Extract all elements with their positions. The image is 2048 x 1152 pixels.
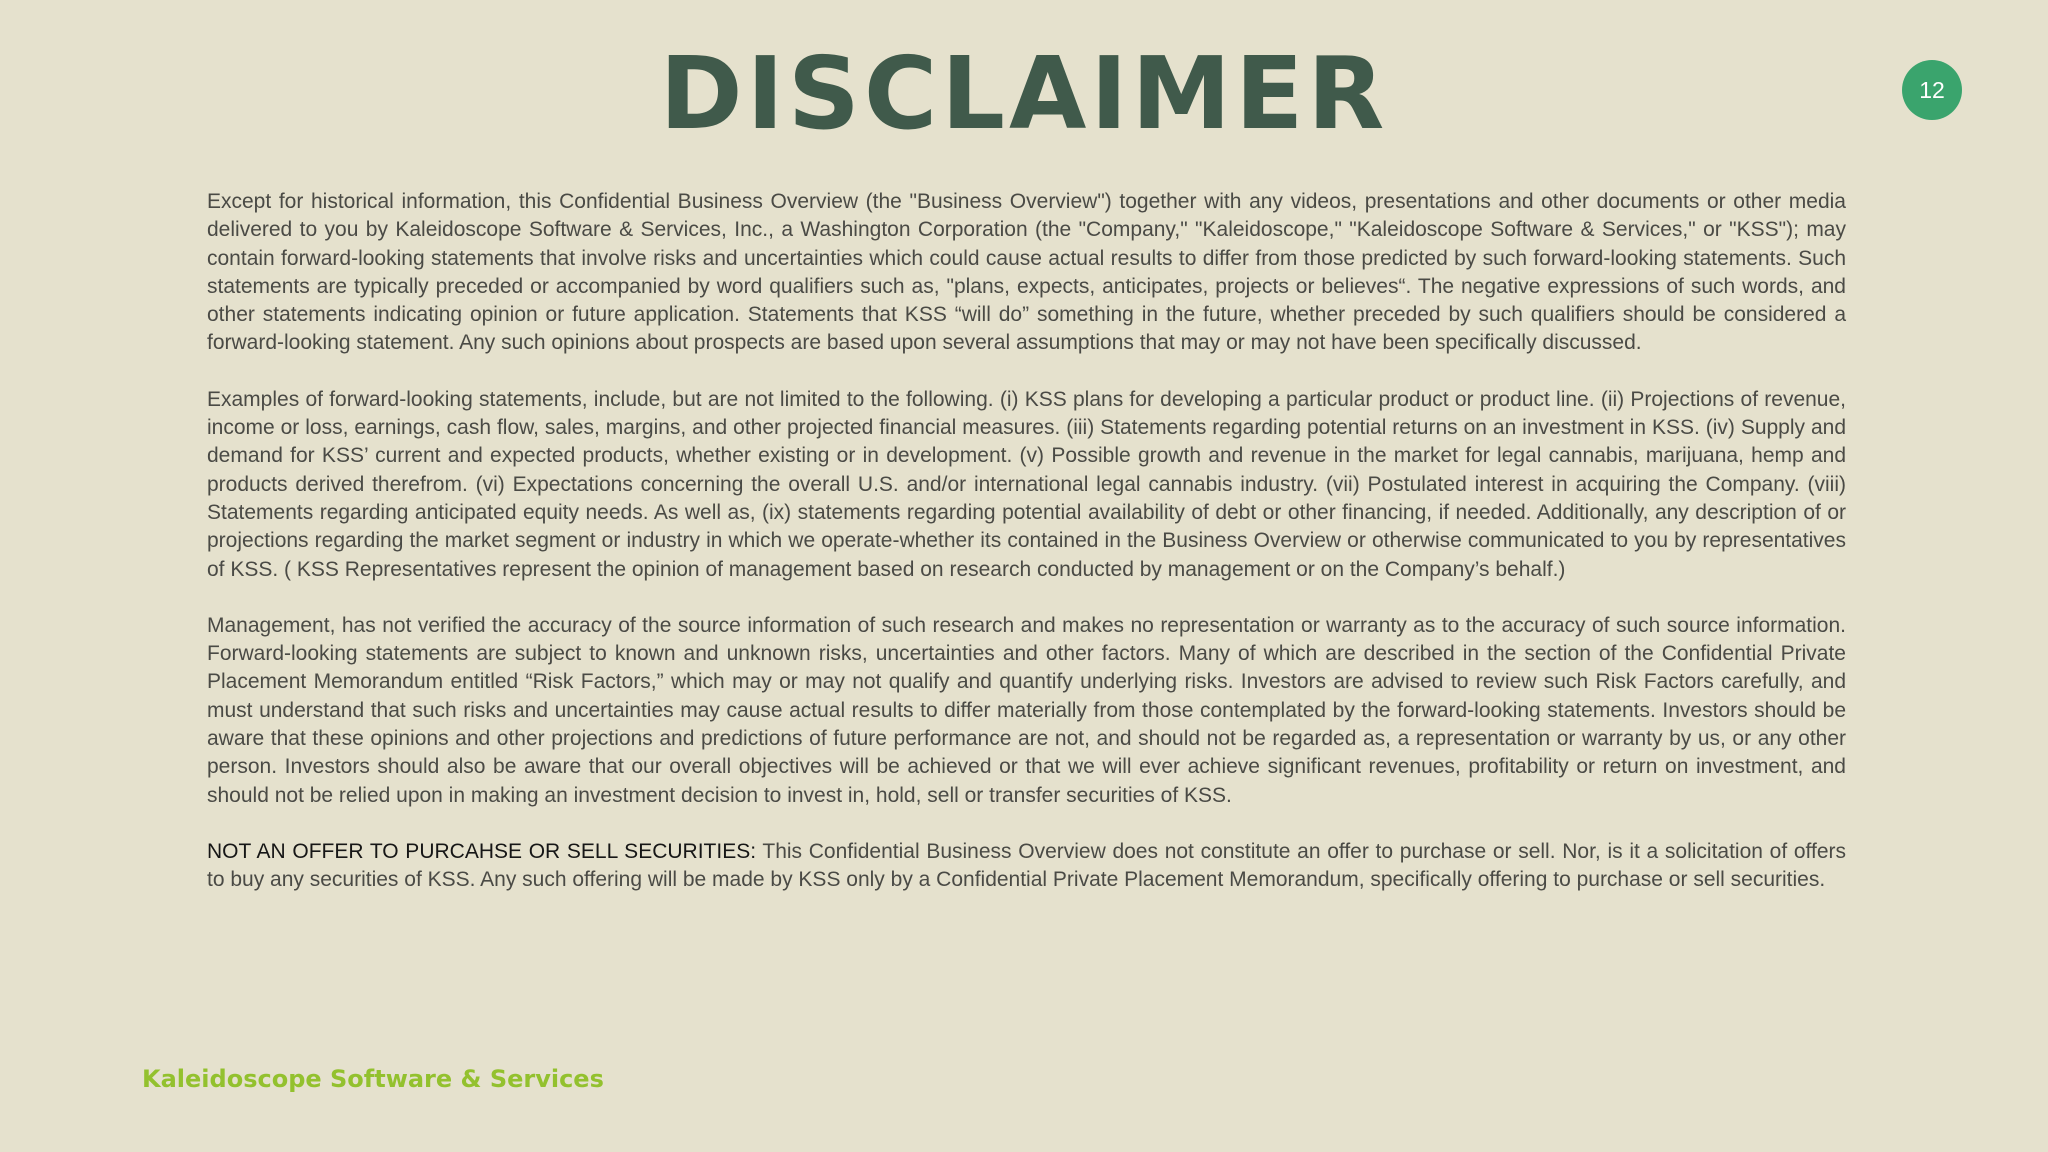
- offer-notice-heading: NOT AN OFFER TO PURCAHSE OR SELL SECURITIES:: [207, 839, 757, 863]
- disclaimer-body: [207, 188, 1846, 895]
- page-title: DISCLAIMER: [659, 35, 1389, 152]
- offer-notice-text: This Confidential Business Overview does not constitute an offer to purchase or sell. Nor, is it a solicitation of offers to buy any securities of KSS. Any such offering will be made by KSS only by a Confidential Private Placement Memorandum, specifically offering to purchase or sell securities.: [207, 839, 1846, 892]
- page-number-badge: 12: [1902, 60, 1962, 120]
- footer-brand: Kaleidoscope Software & Services: [142, 1065, 604, 1093]
- disclaimer-paragraph-1: Except for historical information, this Confidential Business Overview (the "Business Overview") together with any videos, presentations and other documents or other media delivered to you by Kaleidoscope Software & Services, Inc., a Washington Corporation (the "Company," "Kaleidoscope," "Kaleidoscope Software & Services," or "KSS"); may contain forward-looking statements that involve risks and uncertainties which could cause actual results to differ from those predicted by such forward-looking statements. Such statements are typically preceded or accompanied by word qualifiers such as, "plans, expects, anticipates, projects or believes“. The negative expressions of such words, and other statements indicating opinion or future application. Statements that KSS “will do” something in the future, whether preceded by such qualifiers should be considered a forward-looking statement. Any such opinions about prospects are based upon several assumptions that may or may not have been specifically discussed.: [207, 190, 1846, 355]
- disclaimer-paragraph-4: [207, 838, 1846, 895]
- disclaimer-paragraph-3: Management, has not verified the accuracy of the source information of such research and makes no representation or warranty as to the accuracy of such source information. Forward-looking statements are subject to known and unknown risks, uncertainties and other factors. Many of which are described in the section of the Confidential Private Placement Memorandum entitled “Risk Factors,” which may or may not qualify and quantify underlying risks. Investors are advised to review such Risk Factors carefully, and must understand that such risks and uncertainties may cause actual results to differ materially from those contemplated by the forward-looking statements. Investors should be aware that these opinions and other projections and predictions of future performance are not, and should not be regarded as, a representation or warranty by us, or any other person. Investors should also be aware that our overall objectives will be achieved or that we will ever achieve significant revenues, profitability or return on investment, and should not be relied upon in making an investment decision to invest in, hold, sell or transfer securities of KSS.: [207, 613, 1846, 807]
- disclaimer-paragraph-2: Examples of forward-looking statements, include, but are not limited to the following. (i) KSS plans for developing a particular product or product line. (ii) Projections of revenue, income or loss, earnings, cash flow, sales, margins, and other projected financial measures. (iii) Statements regarding potential returns on an investment in KSS. (iv) Supply and demand for KSS’ current and expected products, whether existing or in development. (v) Possible growth and revenue in the market for legal cannabis, marijuana, hemp and products derived therefrom. (vi) Expectations concerning the overall U.S. and/or international legal cannabis industry. (vii) Postulated interest in acquiring the Company. (viii) Statements regarding anticipated equity needs. As well as, (ix) statements regarding potential availability of debt or other financing, if needed. Additionally, any description of or projections regarding the market segment or industry in which we operate-whether its contained in the Business Overview or otherwise communicated to you by representatives of KSS. ( KSS Representatives represent the opinion of management based on research conducted by management or on the Company’s behalf.): [207, 387, 1846, 581]
